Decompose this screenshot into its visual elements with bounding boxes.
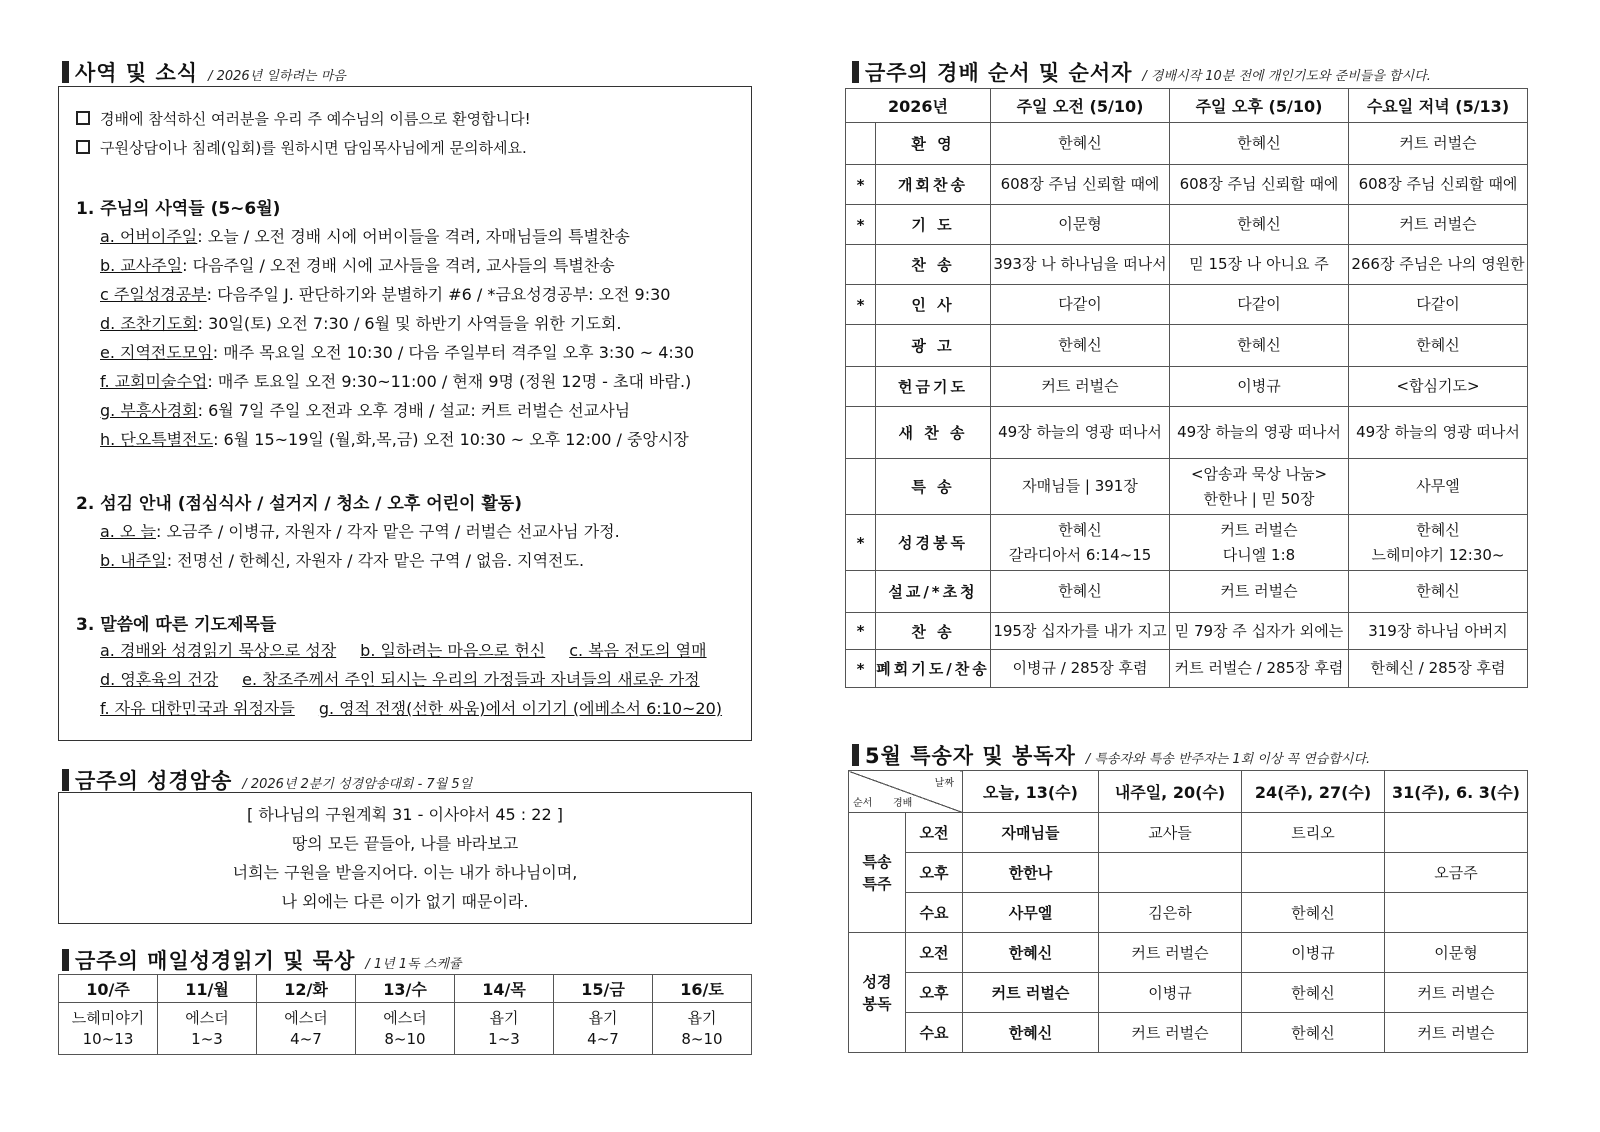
list-item [100, 340, 694, 363]
order-cell-line: 사무엘 [1416, 477, 1460, 495]
section-bar-icon [62, 949, 69, 971]
order-label: 인 사 [876, 285, 991, 325]
special-group-line: 특주 [862, 874, 892, 893]
order-cell [1349, 650, 1528, 688]
order-star: * [846, 515, 876, 571]
special-cell: 오금주 [1385, 853, 1528, 893]
reading-cell [455, 1003, 554, 1055]
section-bar-icon [852, 61, 859, 83]
special-cell [1385, 893, 1528, 933]
order-header-row [846, 89, 1528, 123]
order-label: 개회찬송 [876, 165, 991, 205]
order-cell [1349, 205, 1528, 245]
reading-chapters: 8~10 [384, 1029, 426, 1048]
order-cell [991, 407, 1170, 459]
special-group-label [849, 933, 906, 1053]
prayer-row [100, 638, 707, 661]
order-cell-line: 커트 러벌슨 [1399, 215, 1477, 233]
reading-cell [158, 1003, 257, 1055]
order-cell-line: 느헤미야기 12:30~ [1371, 545, 1505, 564]
reading-day-header: 12/화 [257, 975, 356, 1003]
special-corner-cell [849, 771, 963, 813]
reading-day-header: 13/수 [356, 975, 455, 1003]
order-cell [991, 571, 1170, 613]
reading-chapters: 10~13 [82, 1029, 134, 1048]
order-cell [991, 123, 1170, 165]
welcome-line [76, 108, 531, 129]
special-row [849, 933, 1528, 973]
order-cell-line: 다같이 [1237, 295, 1281, 313]
special-service: 오전 [906, 813, 963, 853]
order-row [846, 285, 1528, 325]
list-item-value: : 전명선 / 한혜신, 자원자 / 각자 맡은 구역 / 없음. 지역전도. [166, 551, 585, 570]
special-cell: 한혜신 [963, 1013, 1099, 1053]
order-star: * [846, 205, 876, 245]
order-star [846, 459, 876, 515]
order-column-header: 주일 오후 (5/10) [1170, 89, 1349, 123]
special-cell: 이문형 [1385, 933, 1528, 973]
order-label: 찬 송 [876, 245, 991, 285]
order-cell [1170, 285, 1349, 325]
order-label: 폐회기도/찬송 [876, 650, 991, 688]
order-column-header: 주일 오전 (5/10) [991, 89, 1170, 123]
list-item-value: : 다음주일 J. 판단하기와 분별하기 #6 / *금요성경공부: 오전 9:30 [206, 285, 671, 304]
order-label: 광 고 [876, 325, 991, 367]
order-cell [1170, 407, 1349, 459]
order-cell-line: 자매님들 | 391장 [1022, 477, 1138, 495]
order-cell-line: 갈라디아서 6:14~15 [1008, 545, 1152, 564]
order-row [846, 367, 1528, 407]
list-item-key: e. 지역전도모임 [100, 343, 213, 362]
reading-chapters: 1~3 [191, 1029, 223, 1048]
list-item-value: : 매주 목요일 오전 10:30 / 다음 주일부터 격주일 오후 3:30 ~ 4:30 [212, 343, 695, 362]
order-cell [1349, 407, 1528, 459]
order-star [846, 367, 876, 407]
consult-line [76, 137, 527, 158]
special-row [849, 813, 1528, 853]
order-cell-line: 266장 주님은 나의 영원한 [1351, 255, 1525, 273]
order-cell [1349, 325, 1528, 367]
special-group-line: 특송 [862, 852, 892, 871]
reading-cell [356, 1003, 455, 1055]
list-item-key: g. 부흥사경회 [100, 401, 198, 420]
special-cell: 사무엘 [963, 893, 1099, 933]
list-item-value: : 매주 토요일 오전 9:30~11:00 / 현재 9명 (정원 12명 - 초대 바람.) [207, 372, 692, 391]
order-cell-line: 한혜신 [1058, 134, 1102, 152]
list-item-value: : 오늘 / 오전 경배 시에 어버이들을 격려, 자매님들의 특별찬송 [197, 227, 630, 246]
reading-book: 욥기 [588, 1008, 618, 1027]
memory-verse [58, 800, 752, 916]
reading-chapters: 4~7 [587, 1029, 619, 1048]
order-cell [991, 367, 1170, 407]
special-cell: 한혜신 [963, 933, 1099, 973]
order-cell [1170, 613, 1349, 650]
reading-body-row [59, 1003, 752, 1055]
news-section-title [62, 57, 346, 87]
order-cell-line: <합심기도> [1396, 377, 1480, 395]
reading-chapters: 4~7 [290, 1029, 322, 1048]
special-cell: 이병규 [1099, 973, 1242, 1013]
order-cell [1170, 571, 1349, 613]
special-group-label [849, 813, 906, 933]
prayer-item: e. 창조주께서 주인 되시는 우리의 가정들과 자녀들의 새로운 가정 [242, 670, 700, 689]
order-year-header: 2026년 [846, 89, 991, 123]
list-item-key: h. 단오특별전도 [100, 430, 214, 449]
order-label: 환 영 [876, 123, 991, 165]
list-item [100, 224, 630, 247]
order-cell [1170, 515, 1349, 571]
order-star [846, 571, 876, 613]
order-label: 새 찬 송 [876, 407, 991, 459]
order-row [846, 613, 1528, 650]
corner-date: 날짜 [934, 778, 954, 789]
special-column-header: 내주일, 20(수) [1099, 771, 1242, 813]
welcome-text: 경배에 참석하신 여러분을 우리 주 예수님의 이름으로 환영합니다! [100, 110, 531, 128]
order-cell [1349, 459, 1528, 515]
order-cell [991, 459, 1170, 515]
order-cell [1349, 245, 1528, 285]
special-cell: 이병규 [1242, 933, 1385, 973]
order-cell-line: 608장 주님 신뢰할 때에 [1000, 175, 1160, 193]
special-column-header: 24(주), 27(수) [1242, 771, 1385, 813]
order-cell-line: 이문형 [1058, 215, 1102, 233]
order-row [846, 407, 1528, 459]
order-cell [991, 165, 1170, 205]
order-label: 특 송 [876, 459, 991, 515]
order-cell-line: 49장 하늘의 영광 떠나서 [1356, 423, 1520, 441]
order-cell [991, 285, 1170, 325]
reading-title: 금주의 매일성경읽기 및 묵상 [75, 949, 356, 973]
special-column-header: 오늘, 13(수) [963, 771, 1099, 813]
order-cell-line: 한혜신 [1416, 582, 1460, 600]
special-title: 5월 특송자 및 봉독자 [865, 744, 1076, 768]
order-cell [1170, 245, 1349, 285]
section-bar-icon [62, 61, 69, 83]
order-row [846, 245, 1528, 285]
order-cell [991, 245, 1170, 285]
reading-table [58, 974, 752, 1055]
order-cell-line: 커트 러벌슨 [1220, 520, 1298, 539]
order-section-title [852, 57, 1431, 87]
list-item [100, 427, 689, 450]
reading-day-header: 10/주 [59, 975, 158, 1003]
list-item-key: f. 교회미술수업 [100, 372, 208, 391]
special-section-title [852, 740, 1370, 770]
order-cell [991, 515, 1170, 571]
special-cell [1242, 853, 1385, 893]
order-cell-line: 한혜신 [1237, 215, 1281, 233]
section-bar-icon [852, 744, 859, 766]
news-title: 사역 및 소식 [75, 61, 199, 85]
memory-section-title [62, 765, 472, 795]
memory-subtitle: / 2026년 2분기 성경암송대회 - 7월 5일 [242, 777, 473, 792]
order-star: * [846, 285, 876, 325]
reading-book: 욥기 [489, 1008, 519, 1027]
special-header-row [849, 771, 1528, 813]
section-bar-icon [62, 769, 69, 791]
reading-day-header: 15/금 [554, 975, 653, 1003]
order-star: * [846, 650, 876, 688]
special-group-line: 성경 [862, 972, 892, 991]
reading-cell [59, 1003, 158, 1055]
reading-cell [653, 1003, 752, 1055]
order-cell-line: 믿 79장 주 십자가 외에는 [1174, 621, 1344, 640]
list-item-value: : 오금주 / 이병규, 자원자 / 각자 맡은 구역 / 러벌슨 선교사님 가정. [155, 522, 620, 541]
special-row [849, 893, 1528, 933]
checkbox-icon [76, 140, 90, 154]
list-item [100, 253, 615, 276]
reading-subtitle: / 1년 1독 스케쥴 [365, 957, 462, 972]
list-item-value: : 30일(토) 오전 7:30 / 6월 및 하반기 사역들을 위한 기도회. [197, 314, 622, 333]
order-title: 금주의 경배 순서 및 순서자 [865, 61, 1133, 85]
list-item [100, 282, 670, 305]
order-row [846, 459, 1528, 515]
order-cell [991, 650, 1170, 688]
reading-day-header: 14/목 [455, 975, 554, 1003]
order-subtitle: / 경배시작 10분 전에 개인기도와 준비들을 합시다. [1142, 69, 1431, 84]
list-item-key: c 주일성경공부 [100, 285, 207, 304]
order-cell-line: 195장 십자가를 내가 지고 [993, 621, 1167, 640]
special-cell [1099, 853, 1242, 893]
special-service: 수요 [906, 1013, 963, 1053]
order-cell-line: <암송과 묵상 나눔> [1190, 464, 1328, 483]
reading-book: 에스더 [284, 1008, 328, 1027]
order-cell [1170, 205, 1349, 245]
order-cell-line: 이병규 / 285장 후렴 [1012, 659, 1148, 677]
list-item [100, 369, 691, 392]
special-cell: 커트 러벌슨 [1385, 973, 1528, 1013]
news-subtitle: / 2026년 일하려는 마음 [208, 69, 346, 84]
order-row [846, 205, 1528, 245]
list-item [100, 398, 630, 421]
reading-chapters: 8~10 [681, 1029, 723, 1048]
order-cell-line: 319장 하나님 아버지 [1368, 621, 1508, 640]
order-cell [1349, 285, 1528, 325]
special-service: 오후 [906, 853, 963, 893]
ministry-heading: 1. 주님의 사역들 (5~6월) [76, 199, 281, 219]
order-cell-line: 커트 러벌슨 [1399, 134, 1477, 152]
order-star [846, 325, 876, 367]
checkbox-icon [76, 111, 90, 125]
memory-line: 너희는 구원을 받을지어다. 이는 내가 하나님이며, [232, 863, 578, 882]
special-cell: 트리오 [1242, 813, 1385, 853]
memory-line: 나 외에는 다른 이가 없기 때문이라. [281, 892, 529, 911]
prayer-item: f. 자유 대한민국과 위정자들 [100, 699, 295, 718]
list-item [100, 548, 584, 571]
order-cell [1170, 367, 1349, 407]
list-item [100, 311, 622, 334]
prayer-item: c. 복음 전도의 열매 [569, 641, 707, 660]
order-cell-line: 한혜신 / 285장 후렴 [1370, 659, 1506, 677]
special-row [849, 853, 1528, 893]
corner-order: 순서 [853, 798, 873, 809]
corner-service: 경배 [893, 798, 913, 809]
order-cell-line: 한혜신 [1237, 336, 1281, 354]
reading-cell [554, 1003, 653, 1055]
reading-day-header: 11/월 [158, 975, 257, 1003]
list-item-key: a. 어버이주일 [100, 227, 198, 246]
prayer-item: b. 일하려는 마음으로 헌신 [360, 641, 546, 660]
special-service: 수요 [906, 893, 963, 933]
order-cell-line: 다같이 [1416, 295, 1460, 313]
list-item [100, 519, 620, 542]
order-star [846, 123, 876, 165]
order-label: 찬 송 [876, 613, 991, 650]
order-cell-line: 49장 하늘의 영광 떠나서 [998, 423, 1162, 441]
order-cell-line: 608장 주님 신뢰할 때에 [1179, 175, 1339, 193]
reading-header-row [59, 975, 752, 1003]
special-subtitle: / 특송자와 특송 반주자는 1회 이상 꼭 연습합시다. [1085, 752, 1371, 767]
order-cell-line: 이병규 [1237, 377, 1281, 395]
special-cell [1385, 813, 1528, 853]
special-cell: 한혜신 [1242, 1013, 1385, 1053]
list-item-key: b. 내주일 [100, 551, 167, 570]
order-star [846, 407, 876, 459]
order-cell [1349, 613, 1528, 650]
prayer-row [100, 667, 700, 690]
special-cell: 커트 러벌슨 [1099, 933, 1242, 973]
special-cell: 한혜신 [1242, 893, 1385, 933]
order-row [846, 325, 1528, 367]
memory-reference: [ 하나님의 구원계획 31 - 이사야서 45 : 22 ] [247, 805, 563, 824]
order-cell [1170, 650, 1349, 688]
order-row [846, 123, 1528, 165]
order-column-header: 수요일 저녁 (5/13) [1349, 89, 1528, 123]
reading-chapters: 1~3 [488, 1029, 520, 1048]
order-cell-line: 한혜신 [1058, 336, 1102, 354]
memory-line: 땅의 모든 끝들아, 나를 바라보고 [291, 834, 519, 853]
order-cell-line: 다같이 [1058, 295, 1102, 313]
reading-book: 에스더 [185, 1008, 229, 1027]
order-cell [1349, 123, 1528, 165]
order-cell [1349, 571, 1528, 613]
order-cell [991, 613, 1170, 650]
list-item-value: : 6월 15~19일 (월,화,목,금) 오전 10:30 ~ 오후 12:00 / 중앙시장 [213, 430, 689, 449]
list-item-key: a. 오 늘 [100, 522, 156, 541]
list-item-value: : 다음주일 / 오전 경배 시에 교사들을 격려, 교사들의 특별찬송 [182, 256, 615, 275]
special-service: 오전 [906, 933, 963, 973]
order-cell [1349, 367, 1528, 407]
order-row [846, 515, 1528, 571]
order-label: 기 도 [876, 205, 991, 245]
reading-day-header: 16/토 [653, 975, 752, 1003]
reading-section-title [62, 945, 461, 975]
order-cell [1170, 325, 1349, 367]
order-cell-line: 한혜신 [1058, 520, 1102, 539]
order-star: * [846, 613, 876, 650]
order-cell [1170, 459, 1349, 515]
memory-title: 금주의 성경암송 [75, 769, 233, 793]
order-cell [991, 325, 1170, 367]
order-cell-line: 한혜신 [1058, 582, 1102, 600]
special-cell: 김은하 [1099, 893, 1242, 933]
reading-book: 에스더 [383, 1008, 427, 1027]
order-cell-line: 다니엘 1:8 [1222, 545, 1296, 564]
order-cell-line: 커트 러벌슨 [1041, 377, 1119, 395]
order-label: 성경봉독 [876, 515, 991, 571]
order-label: 헌금기도 [876, 367, 991, 407]
order-cell [1349, 515, 1528, 571]
special-cell: 한혜신 [1242, 973, 1385, 1013]
prayer-item: a. 경배와 성경읽기 묵상으로 성장 [100, 641, 337, 660]
special-cell: 커트 러벌슨 [1099, 1013, 1242, 1053]
order-table [845, 88, 1528, 688]
special-service: 오후 [906, 973, 963, 1013]
order-row [846, 571, 1528, 613]
order-row [846, 650, 1528, 688]
order-cell-line: 608장 주님 신뢰할 때에 [1358, 175, 1518, 193]
special-table [848, 770, 1528, 1053]
special-row [849, 1013, 1528, 1053]
prayer-item: d. 영혼육의 건강 [100, 670, 219, 689]
order-star: * [846, 165, 876, 205]
order-cell-line: 한한나 | 믿 50장 [1203, 489, 1315, 508]
order-cell [1170, 123, 1349, 165]
order-cell-line: 한혜신 [1237, 134, 1281, 152]
consult-text: 구원상담이나 침례(입회)를 원하시면 담임목사님에게 문의하세요. [100, 139, 527, 157]
order-cell-line: 한혜신 [1416, 336, 1460, 354]
order-cell-line: 한혜신 [1416, 520, 1460, 539]
special-cell: 한한나 [963, 853, 1099, 893]
reading-book: 욥기 [687, 1008, 717, 1027]
special-cell: 커트 러벌슨 [963, 973, 1099, 1013]
special-row [849, 973, 1528, 1013]
special-cell: 자매님들 [963, 813, 1099, 853]
order-cell-line: 커트 러벌슨 [1220, 582, 1298, 600]
prayer-heading: 3. 말씀에 따른 기도제목들 [76, 615, 277, 635]
list-item-key: b. 교사주일 [100, 256, 183, 275]
order-cell-line: 믿 15장 나 아니요 주 [1189, 255, 1329, 273]
list-item-key: d. 조찬기도회 [100, 314, 198, 333]
order-label: 설교/*초청 [876, 571, 991, 613]
reading-cell [257, 1003, 356, 1055]
list-item-value: : 6월 7일 주일 오전과 오후 경배 / 설교: 커트 러벌슨 선교사님 [197, 401, 631, 420]
prayer-item: g. 영적 전쟁(선한 싸움)에서 이기기 (에베소서 6:10~20) [318, 699, 723, 718]
order-cell-line: 49장 하늘의 영광 떠나서 [1177, 423, 1341, 441]
order-row [846, 165, 1528, 205]
service-heading: 2. 섬김 안내 (점심식사 / 설거지 / 청소 / 오후 어린이 활동) [76, 494, 522, 514]
order-star [846, 245, 876, 285]
special-cell: 교사들 [1099, 813, 1242, 853]
reading-book: 느헤미야기 [71, 1008, 145, 1027]
order-cell [1349, 165, 1528, 205]
special-group-line: 봉독 [862, 994, 892, 1013]
order-cell [991, 205, 1170, 245]
order-cell-line: 커트 러벌슨 / 285장 후렴 [1174, 659, 1344, 677]
special-column-header: 31(주), 6. 3(수) [1385, 771, 1528, 813]
order-cell-line: 393장 나 하나님을 떠나서 [993, 255, 1167, 273]
prayer-row [100, 696, 722, 719]
order-cell [1170, 165, 1349, 205]
special-cell: 커트 러벌슨 [1385, 1013, 1528, 1053]
